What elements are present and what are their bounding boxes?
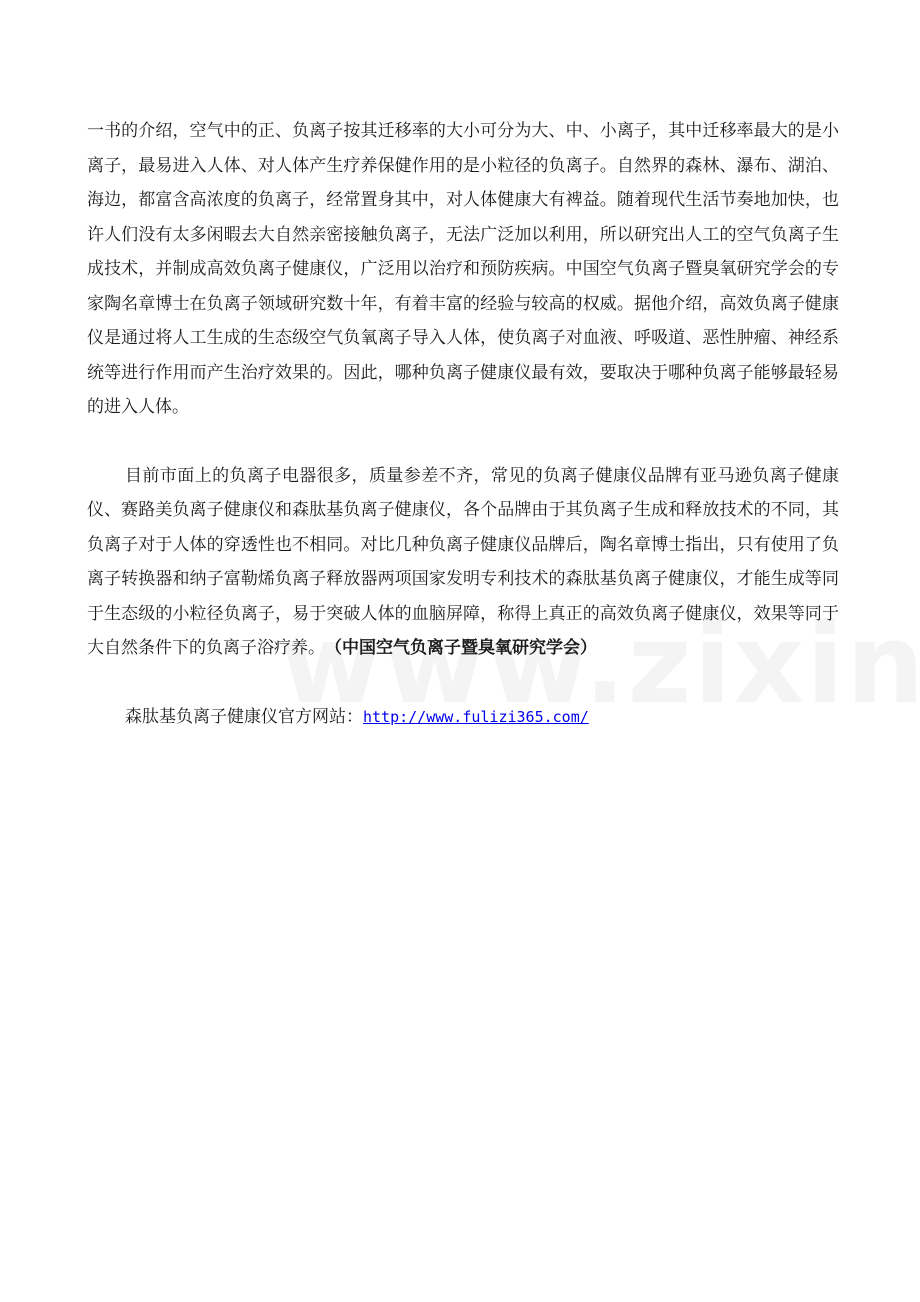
paragraph-2 <box>87 459 839 666</box>
document-body <box>87 114 839 734</box>
website-line <box>87 700 839 735</box>
paragraph-2-text: 目前市面上的负离子电器很多，质量参差不齐，常见的负离子健康仪品牌有亚马逊负离子健康仪、赛路美负离子健康仪和森肽基负离子健康仪，各个品牌由于其负离子生成和释放技术的不同，其负离子对于人体的穿透性也不相同。对比几种负离子健康仪品牌后，陶名章博士指出，只有使用了负离子转换器和纳子富勒烯负离子释放器两项国家发明专利技术的森肽基负离子健康仪，才能生成等同于生态级的小粒径负离子，易于突破人体的血脑屏障，称得上真正的高效负离子健康仪，效果等同于大自然条件下的负离子浴疗养。 <box>87 465 839 658</box>
attribution: （中国空气负离子暨臭氧研究学会） <box>333 638 597 658</box>
website-label: 森肽基负离子健康仪官方网站： <box>125 706 363 727</box>
paragraph-1: 一书的介绍，空气中的正、负离子按其迁移率的大小可分为大、中、小离子，其中迁移率最大的是小离子，最易进入人体、对人体产生疗养保健作用的是小粒径的负离子。自然界的森林、瀑布、湖泊、海边，都富含高浓度的负离子，经常置身其中，对人体健康大有裨益。随着现代生活节奏地加快，也许人们没有太多闲暇去大自然亲密接触负离子，无法广泛加以利用，所以研究出人工的空气负离子生成技术，并制成高效负离子健康仪，广泛用以治疗和预防疾病。中国空气负离子暨臭氧研究学会的专家陶名章博士在负离子领域研究数十年，有着丰富的经验与较高的权威。据他介绍，高效负离子健康仪是通过将人工生成的生态级空气负氧离子导入人体，使负离子对血液、呼吸道、恶性肿瘤、神经系统等进行作用而产生治疗效果的。因此，哪种负离子健康仪最有效，要取决于哪种负离子能够最轻易的进入人体。 <box>87 121 839 417</box>
website-link[interactable]: http://www.fulizi365.com/ <box>363 707 589 726</box>
